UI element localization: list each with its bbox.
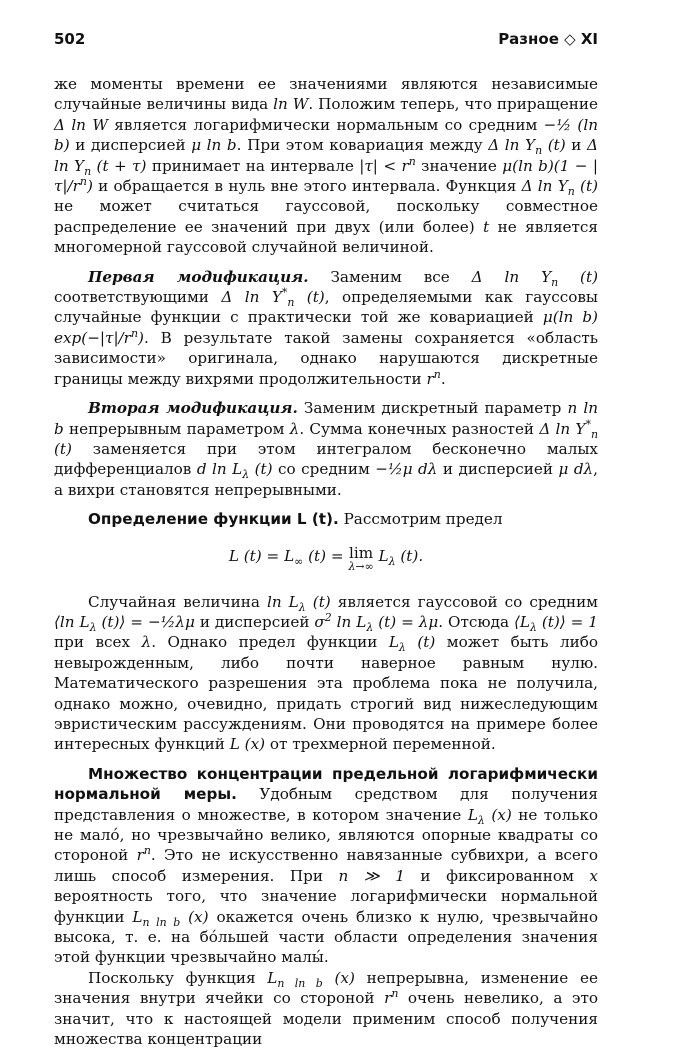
running-header [54,30,598,52]
page-number: 502 [54,30,86,48]
paragraph-1: же моменты времени ее значениями являются независимые случайные величины вида ln W. Положим теперь, что приращение Δ ln W является логарифмически нормальным со средним −½ (ln b) и дисперсией μ ln b. При этом ковариация между Δ $\ln Y_n$ (t) и Δ $\ln Y_n$ (t + τ) принимает на интервале $|\tau| < r^n$ значение μ(ln $b)(1 - |\tau|/r^n)$ и обращается в нуль вне этого интервала. Функция Δ $\ln Y_n$ (t) не может считаться гауссовой, поскольку совместное распределение ее значений при двух (или более) t не является многомерной гауссовой случайной величиной. [54,75,599,257]
paragraph-concentration-set: Множество концентрации предельной логарифмически нормальной меры. Удобным средством для получения представления о множестве, в котором значение $L_\lambda$ (x) не только не мало́, но чрезвычайно велико, являются опорные квадраты со стороной $r^n$. Это не искусственно навязанные субвихри, а всего лишь способ измерения. При n ≫ 1 и фиксированном x вероятность того, что значение логарифмически нормальной функции $L_{n ln b}$ (x) окажется очень близко к нулю, чрезвычайно высока, т. е. на бо́льшей части области определения значения этой функции чрезвычайно малы́. [54,764,599,967]
paragraph-first-modification: Первая модификация. Заменим все Δ $\ln Y_n$ (t) соответствующими Δ $\ln Y^*_n$ (t), определяемыми как гауссовы случайные функции с практически той же ковариацией μ(ln b) $\exp(-|\tau|/r^n)$. В результате такой замены сохраняется «область зависимости» оригинала, однако нарушаются дискретные границы между вихрями продолжительности $r^n$. [54,267,599,388]
paragraph-definition-L: Определение функции L (t). Рассмотрим предел [88,510,503,529]
section-heading: Определение функции L (t). [88,510,339,529]
body-text [54,74,598,1049]
paragraph-random-variable: Случайная величина $\ln L_\lambda$ (t) является гауссовой со средним ⟨ln $L_\lambda$ (t)⟩ = −½λμ и дисперсией $\sigma^2$ $\ln L_\lambda$ (t) = λμ. Отсюда $⟨L_\lambda$ (t)⟩ = 1 при всех λ. Однако предел функции $L_\lambda$ (t) может быть либо невырожденным, либо почти наверное равным нулю. Математического разрешения эта проблема пока не получила, однако можно, очевидно, придать строгий вид нижеследующим эвристическим рассуждениям. Они проводятся на примере более интересных функций L (x) от трехмерной переменной. [54,592,599,754]
paragraph-second-modification: Вторая модификация. Заменим дискретный параметр n ln b непрерывным параметром λ. Сумма конечных разностей Δ $\ln Y^*_n$ (t) заменяется при этом интегралом бесконечно малых дифференциалов d $\ln L_\lambda$ (t) со средним −½μ dλ и дисперсией μ dλ, а вихри становятся непрерывными. [54,399,598,499]
run-in-heading: Первая модификация. [88,267,309,286]
paragraph-continuity: Поскольку функция $L_{n ln b}$ (x) непрерывна, изменение ее значения внутри ячейки со стороной $r^n$ очень невелико, а это значит, что к настоящей модели применим способ получения множества концентрации [54,968,598,1049]
display-formula: L $(t) = L_\infty$ (t) = lim λ→∞ $L_\lambda$ (t). [228,543,424,573]
run-in-heading: Вторая модификация. [88,399,298,418]
chapter-title: Разное ◇ XI [498,30,598,48]
section-heading: Множество концентрации предельной логарифмически нормальной меры. [54,764,598,804]
